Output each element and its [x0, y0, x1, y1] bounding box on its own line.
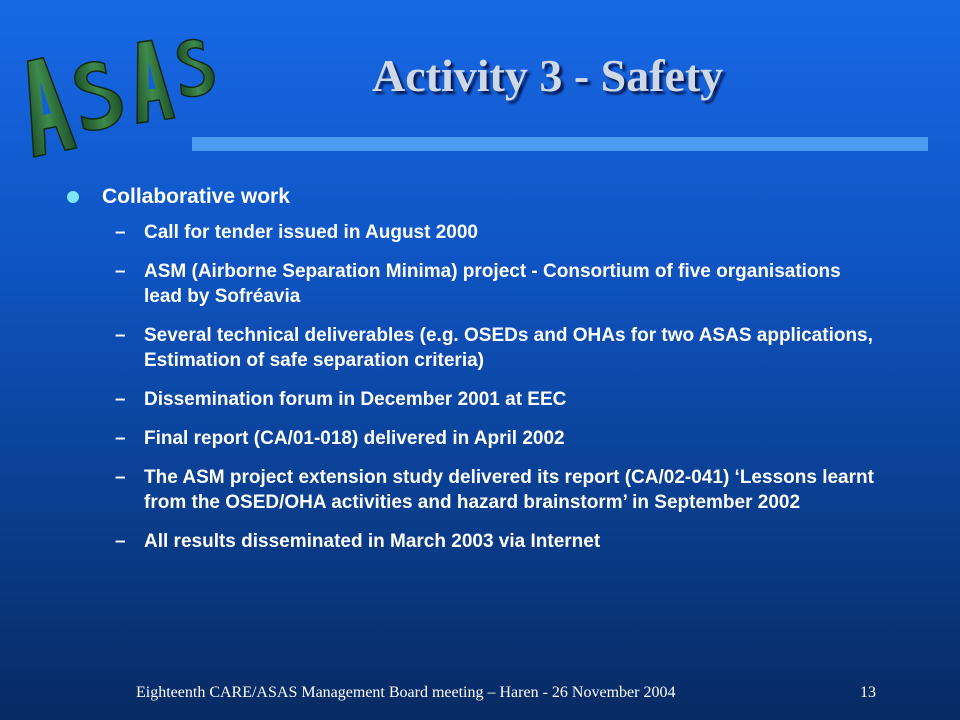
sub-bullet-text: The ASM project extension study delivered its report (CA/02-041) ‘Lessons learnt from the OSED/OHA activities and hazard brainstorm’ in September 2002 — [144, 467, 874, 513]
sub-bullet-item — [60, 426, 880, 451]
main-bullet — [60, 182, 880, 212]
sub-bullet-item — [60, 259, 880, 309]
dash-icon: – — [115, 222, 126, 243]
asas-logo-icon — [8, 34, 218, 164]
sub-bullet-text: All results disseminated in March 2003 via Internet — [144, 531, 601, 552]
sub-bullet-text: Call for tender issued in August 2000 — [144, 222, 478, 243]
sub-bullet-text: Dissemination forum in December 2001 at EEC — [144, 389, 567, 410]
dash-icon: – — [115, 261, 126, 282]
dash-icon: – — [115, 389, 126, 410]
sub-bullet-text: Several technical deliverables (e.g. OSEDs and OHAs for two ASAS applications, Estimation of safe separation criteria) — [144, 325, 873, 371]
footer-text: Eighteenth CARE/ASAS Management Board meeting – Haren - 26 November 2004 — [136, 684, 676, 701]
slide-content — [60, 182, 880, 568]
title-underline-bar-end — [892, 137, 928, 151]
sub-bullet-list — [60, 220, 880, 554]
main-bullet-text: Collaborative work — [102, 185, 290, 208]
sub-bullet-item — [60, 387, 880, 412]
title-underline-bar — [192, 137, 892, 151]
sub-bullet-item — [60, 529, 880, 554]
dash-icon: – — [115, 531, 126, 552]
dash-icon: – — [115, 428, 126, 449]
dash-icon: – — [115, 467, 126, 488]
slide-title: Activity 3 - Safety — [372, 50, 724, 101]
bullet-dot-icon — [67, 191, 79, 203]
dash-icon: – — [115, 325, 126, 346]
sub-bullet-text: ASM (Airborne Separation Minima) project - Consortium of five organisations lead by Sofréavia — [144, 261, 841, 307]
slide-number: 13 — [860, 684, 876, 701]
slide-footer — [0, 684, 960, 706]
sub-bullet-item — [60, 220, 880, 245]
sub-bullet-item — [60, 323, 880, 373]
sub-bullet-item — [60, 465, 880, 515]
sub-bullet-text: Final report (CA/01-018) delivered in April 2002 — [144, 428, 565, 449]
